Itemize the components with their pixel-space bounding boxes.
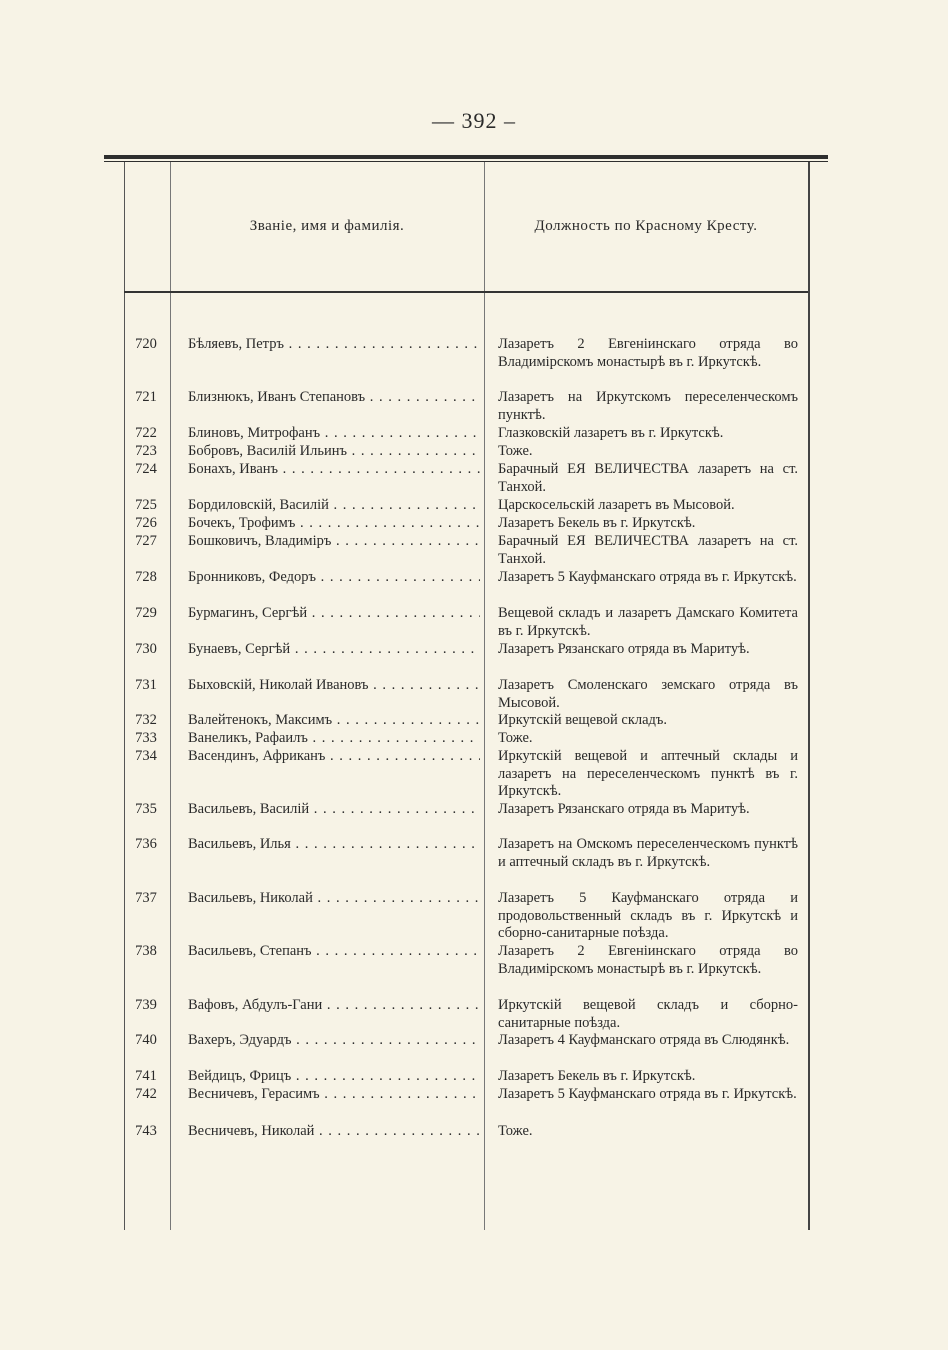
- row-position: Тоже.: [498, 730, 533, 746]
- row-number: 735: [135, 801, 157, 817]
- row-position: Лазаретъ Бекель въ г. Иркутскѣ.: [498, 1068, 696, 1084]
- row-name: Валейтенокъ, Максимъ . . .: [188, 712, 480, 730]
- row-number: 742: [135, 1086, 157, 1102]
- row-position: Лазаретъ на Омскомъ переселенческомъ пунктѣ и аптечный складъ въ г. Иркутскѣ.: [498, 836, 798, 870]
- name-column-divider: [484, 162, 485, 1230]
- column-header-name: Званіе, имя и фамилія.: [249, 218, 405, 234]
- row-position: Лазаретъ 5 Кауфманскаго отряда и продовольственный складъ въ г. Иркутскѣ и сборно-санитарные поѣзда.: [498, 890, 798, 942]
- row-position: Лазаретъ 2 Евгеніинскаго отряда во Владимірскомъ монастырѣ въ г. Иркутскѣ.: [498, 336, 798, 370]
- row-name: Вахеръ, Эдуардъ . . .: [188, 1032, 480, 1050]
- row-name: Бочекъ, Трофимъ . . .: [188, 515, 480, 533]
- row-number: 721: [135, 389, 157, 405]
- row-name: Васильевъ, Илья . . .: [188, 836, 480, 854]
- row-position: Лазаретъ 4 Кауфманскаго отряда въ Слюдянкѣ.: [498, 1032, 790, 1048]
- row-name: Весничевъ, Николай . . .: [188, 1123, 480, 1141]
- row-position: Глазковскій лазаретъ въ г. Иркутскѣ.: [498, 425, 724, 441]
- row-number: 727: [135, 533, 157, 549]
- row-number: 741: [135, 1068, 157, 1084]
- row-number: 733: [135, 730, 157, 746]
- row-name: Близнюкъ, Иванъ Степановъ . . .: [188, 389, 480, 407]
- row-position: Лазаретъ Смоленскаго земскаго отряда въ Мысовой.: [498, 677, 798, 711]
- row-number: 732: [135, 712, 157, 728]
- row-number: 737: [135, 890, 157, 906]
- row-position: Лазаретъ на Иркутскомъ переселенческомъ пунктѣ.: [498, 389, 798, 423]
- row-number: 722: [135, 425, 157, 441]
- row-position: Лазаретъ Рязанскаго отряда въ Маритуѣ.: [498, 801, 750, 817]
- row-name: Быховскій, Николай Ивановъ . . .: [188, 677, 480, 695]
- row-number: 729: [135, 605, 157, 621]
- row-name: Бѣляевъ, Петръ . . .: [188, 336, 480, 354]
- row-name: Бурмагинъ, Сергѣй . . .: [188, 605, 480, 623]
- row-name: Ванеликъ, Рафаилъ . . .: [188, 730, 480, 748]
- row-position: Лазаретъ Рязанскаго отряда въ Маритуѣ.: [498, 641, 750, 657]
- row-number: 740: [135, 1032, 157, 1048]
- row-number: 743: [135, 1123, 157, 1139]
- row-position: Иркутскій вещевой складъ и сборно-санитарные поѣзда.: [498, 997, 798, 1031]
- row-position: Лазаретъ 5 Кауфманскаго отряда въ г. Иркутскѣ.: [498, 569, 797, 585]
- row-position: Лазаретъ Бекель въ г. Иркутскѣ.: [498, 515, 696, 531]
- row-name: Блиновъ, Митрофанъ . . .: [188, 425, 480, 443]
- row-position: Иркутскій вещевой складъ.: [498, 712, 668, 728]
- row-position: Вещевой складъ и лазаретъ Дамскаго Комитета въ г. Иркутскѣ.: [498, 605, 798, 639]
- row-number: 734: [135, 748, 157, 764]
- row-number: 738: [135, 943, 157, 959]
- row-number: 731: [135, 677, 157, 693]
- row-number: 724: [135, 461, 157, 477]
- row-name: Вейдицъ, Фрицъ . . .: [188, 1068, 480, 1086]
- row-name: Бордиловскій, Василій . . .: [188, 497, 480, 515]
- row-name: Бунаевъ, Сергѣй . . .: [188, 641, 480, 659]
- row-number: 723: [135, 443, 157, 459]
- row-number: 725: [135, 497, 157, 513]
- row-number: 736: [135, 836, 157, 852]
- row-name: Бобровъ, Василій Ильинъ . . .: [188, 443, 480, 461]
- row-name: Бошковичъ, Владиміръ . . .: [188, 533, 480, 551]
- row-name: Васильевъ, Степанъ . . .: [188, 943, 480, 961]
- page-number: — 392 –: [432, 108, 516, 133]
- row-name: Васендинъ, Африканъ . . .: [188, 748, 480, 766]
- row-position: Царскосельскій лазаретъ въ Мысовой.: [498, 497, 735, 513]
- row-position: Барачный ЕЯ ВЕЛИЧЕСТВА лазаретъ на ст. Танхой.: [498, 533, 798, 567]
- row-name: Васильевъ, Василій . . .: [188, 801, 480, 819]
- row-number: 720: [135, 336, 157, 352]
- top-thin-rule: [104, 161, 828, 162]
- top-thick-rule: [104, 155, 828, 159]
- row-name: Весничевъ, Герасимъ . . .: [188, 1086, 480, 1104]
- row-name: Бронниковъ, Федоръ . . .: [188, 569, 480, 587]
- row-position: Тоже.: [498, 1123, 533, 1139]
- row-number: 730: [135, 641, 157, 657]
- row-number: 728: [135, 569, 157, 585]
- row-number: 726: [135, 515, 157, 531]
- row-name: Вафовъ, Абдулъ-Гани . . .: [188, 997, 480, 1015]
- row-name: Бонахъ, Иванъ . . .: [188, 461, 480, 479]
- row-position: Иркутскій вещевой и аптечный склады и лазаретъ на переселенческомъ пунктѣ въ г. Иркутскѣ.: [498, 748, 798, 800]
- row-position: Лазаретъ 5 Кауфманскаго отряда въ г. Иркутскѣ.: [498, 1086, 797, 1102]
- row-number: 739: [135, 997, 157, 1013]
- row-position: Тоже.: [498, 443, 533, 459]
- column-header-position: Должность по Красному Кресту.: [534, 218, 758, 234]
- table-right-border: [808, 162, 810, 1230]
- header-rule: [124, 291, 808, 293]
- row-position: Барачный ЕЯ ВЕЛИЧЕСТВА лазаретъ на ст. Танхой.: [498, 461, 798, 495]
- number-column-divider: [170, 162, 171, 1230]
- row-position: Лазаретъ 2 Евгеніинскаго отряда во Владимірскомъ монастырѣ въ г. Иркутскѣ.: [498, 943, 798, 977]
- row-name: Васильевъ, Николай . . .: [188, 890, 480, 908]
